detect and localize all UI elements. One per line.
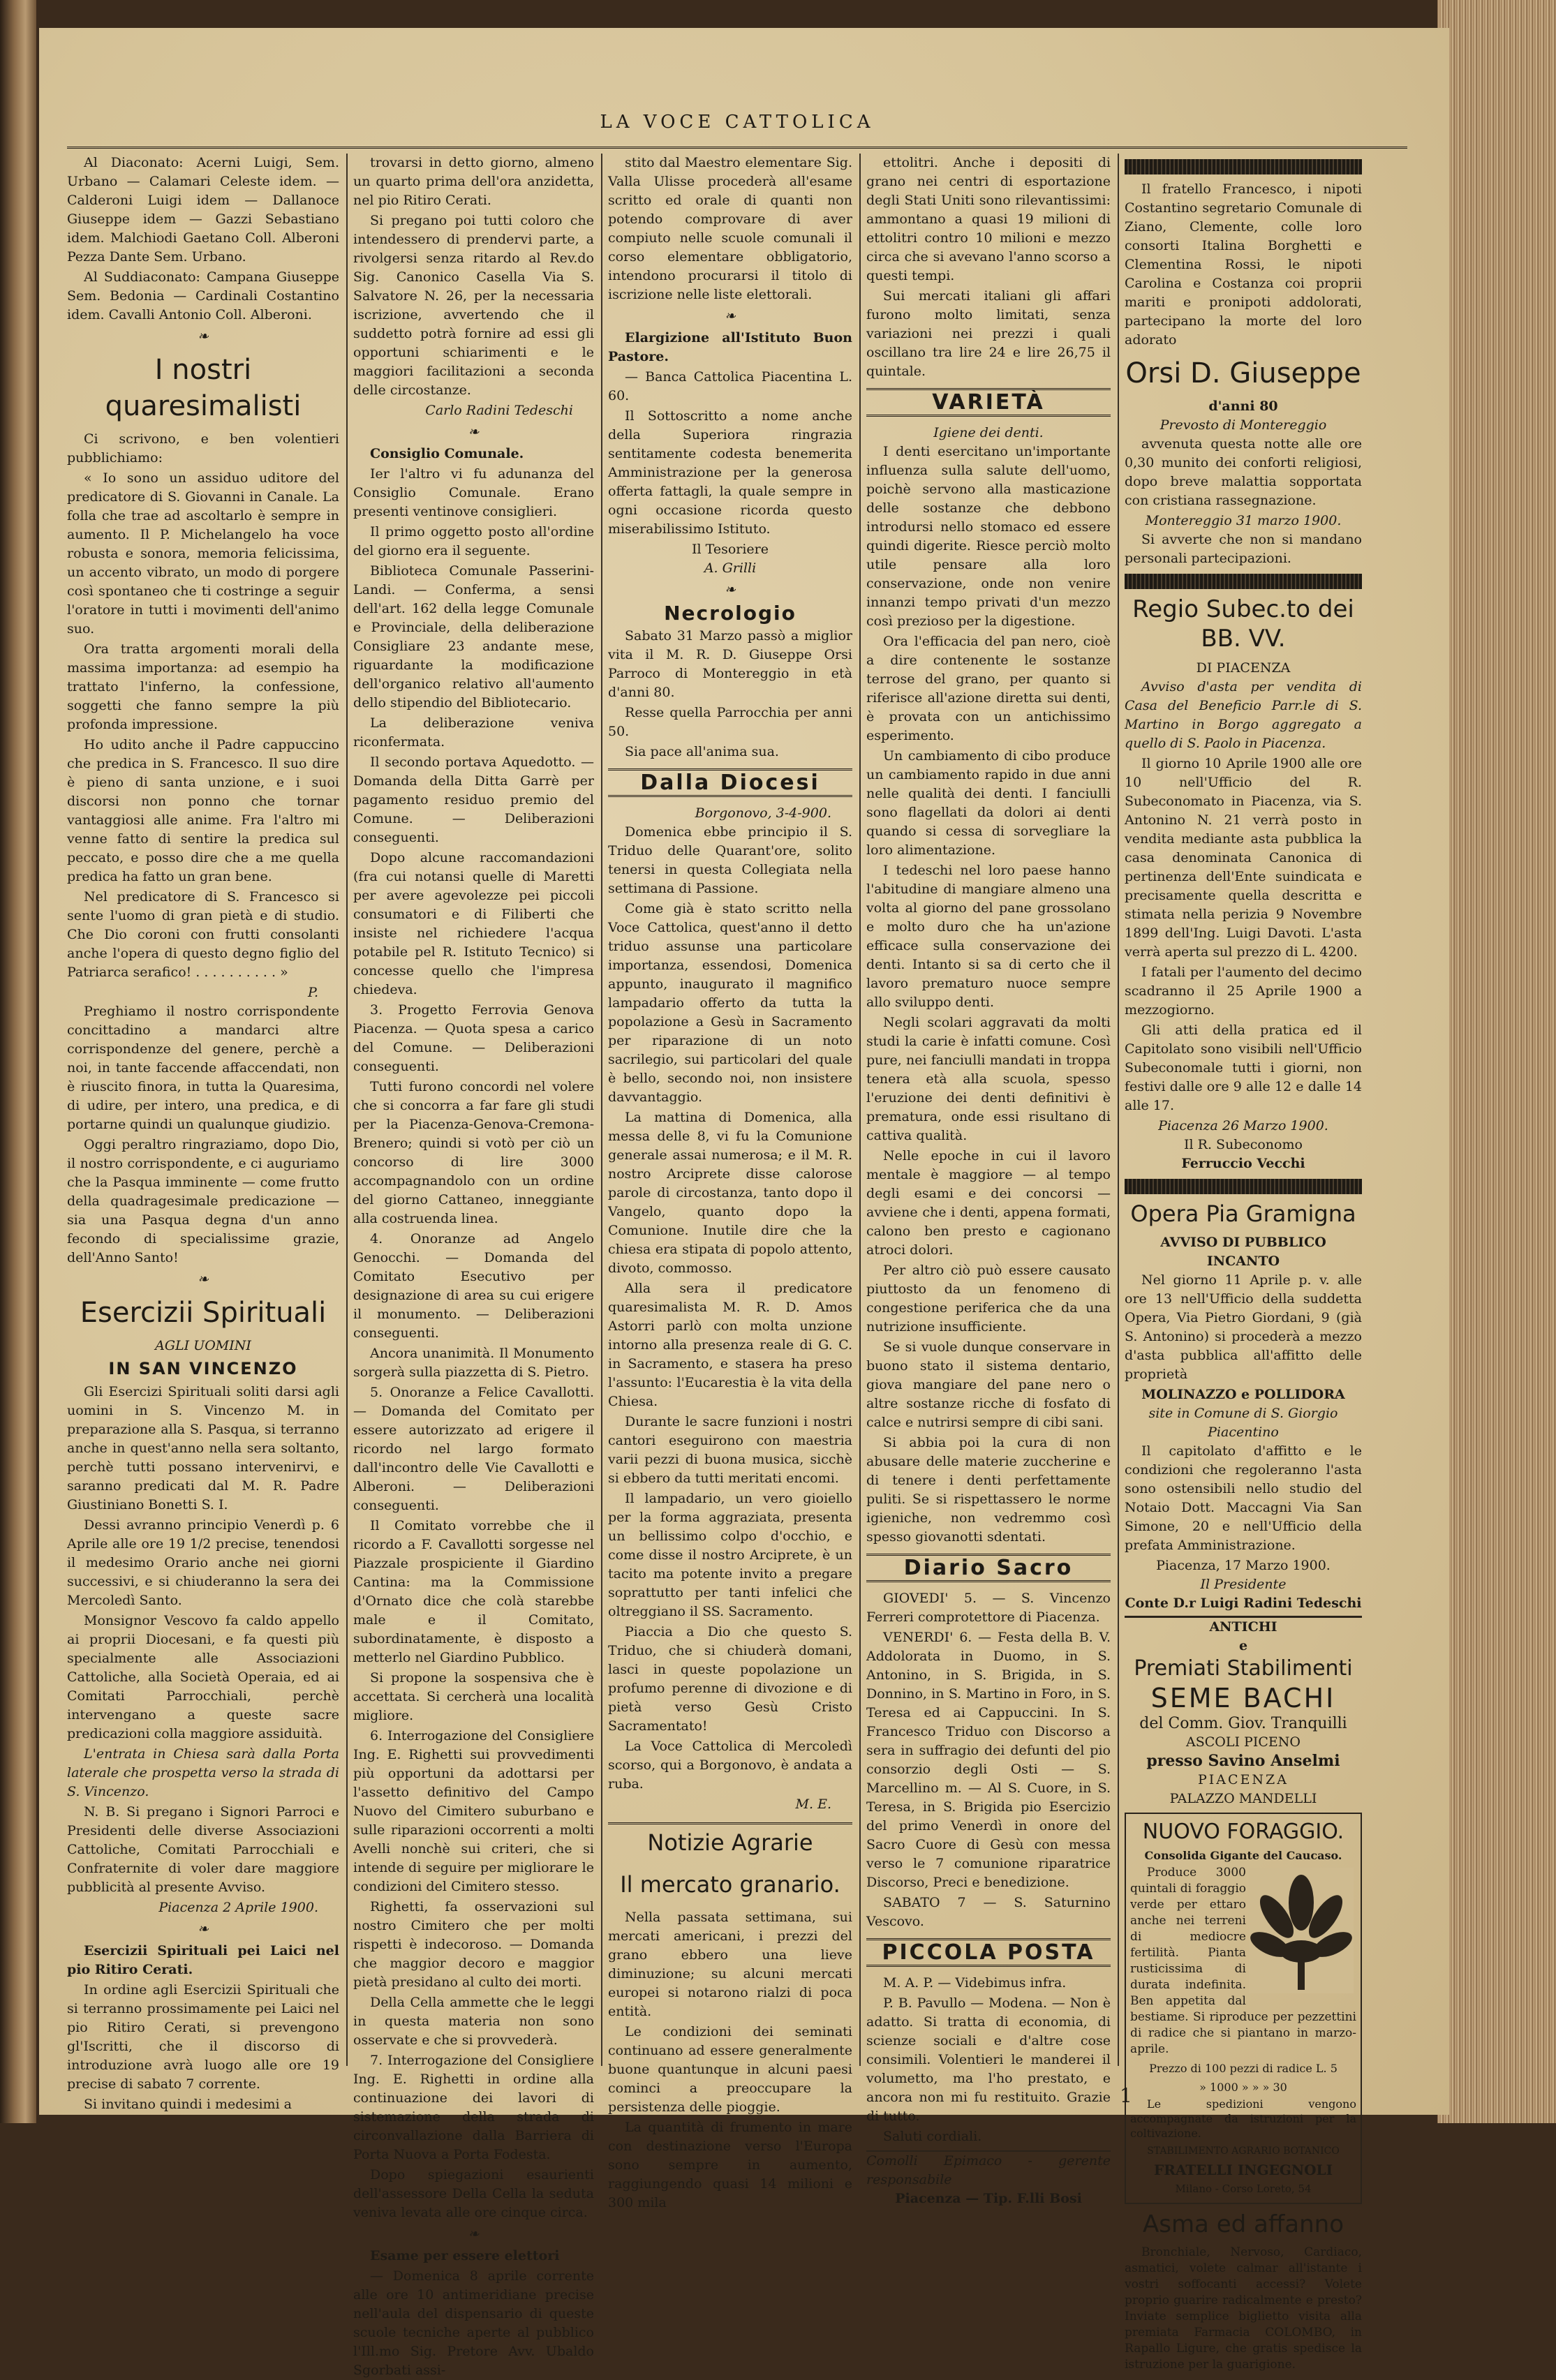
paragraph: La Voce Cattolica di Mercoledì scorso, qui a Borgonovo, è andata a ruba. <box>608 1739 852 1792</box>
ad-line: PALAZZO MANDELLI <box>1169 1791 1317 1806</box>
signature: Ferruccio Vecchi <box>1181 1156 1305 1171</box>
paragraph: Bronchiale, Nervoso, Cardiaco, asmatici, volete calmar all'istante i vostri soffocanti accessi? Volete proprio guarire radicalmente e presto? Inviate semplice biglietto visita alla premiata Farmacia COLOMBO, in Rapallo Ligure, che gratis spedisce la istruzione per la guarigione. <box>1125 2245 1362 2372</box>
ad-line: presso Savino Anselmi <box>1146 1752 1340 1770</box>
paragraph: VENERDI' 6. — Festa della B. V. Addolorata in Duomo, in S. Antonino, in S. Brigida, in S. Donnino, in S. Martino in Foro, in S. Teresa ed ai Cappuccini. In S. Francesco Triduo con Discorso a sera in suffragio dei defunti del pio consorzio degli Osti — S. Marcellino m. — Al S. Cuore, in S. Teresa, in S. Brigida pio Esercizio del primo Venerdì in onore del Sacro Cuore di Gesù con messa verso le 7 comunione riparatrice Discorso, Preci e benedizione. <box>866 1630 1111 1890</box>
subheading: Igiene dei denti. <box>933 425 1044 440</box>
paragraph: Piaccia a Dio che questo S. Triduo, che si chiuderà domani, lasci in queste popolazione un profumo perenne di divozione e di pietà verso Gesù Cristo Sacramentato! <box>608 1624 852 1734</box>
suddiaconato-list: Al Suddiaconato: Campana Giuseppe Sem. Bedonia — Cardinali Costantino idem. Cavalli Antonio Coll. Alberoni. <box>67 269 339 322</box>
property-site: site in Comune di S. Giorgio Piacentino <box>1148 1406 1338 1440</box>
signature-title: Il Tesoriere <box>692 542 769 557</box>
paragraph: ettolitri. Anche i depositi di grano nei centri di esportazione degli Stati Uniti sono rilevantissimi: ammontano a quasi 19 milioni di ettolitri contro 10 milioni e mezzo circa che si avevano l'anno scorso a questi tempi. <box>866 155 1111 283</box>
paragraph: L'entrata in Chiesa sarà dalla Porta laterale che prospetta verso la strada di S. Vincenzo. <box>67 1746 339 1799</box>
paragraph: Avviso d'asta per vendita di Casa del Beneficio Parr.le di S. Martino in Borgo aggregato a quello di S. Paolo in Piacenza. <box>1125 679 1362 751</box>
paragraph: Ier l'altro vi fu adunanza del Consiglio Comunale. Erano presenti ventinove consiglieri. <box>353 466 594 519</box>
paragraph: Il capitolato d'affitto e le condizioni che regoleranno l'asta sono ostensibili nello studio del Notaio Dott. Maccagni Via San Simone, 20 e nell'Ufficio della prefata Amministrazione. <box>1125 1443 1362 1553</box>
subheading: DI PIACENZA <box>1196 660 1291 676</box>
paragraph: Il primo oggetto posto all'ordine del giorno era il seguente. <box>353 524 594 558</box>
price-line: Prezzo di 100 pezzi di radice L. 5 <box>1149 2062 1338 2075</box>
paragraph: Si avverte che non si mandano personali partecipazioni. <box>1125 532 1362 566</box>
paragraph: — Domenica 8 aprile corrente alle ore 10 antimeridiane precise nell'aula del dispensario di queste scuole tecniche aperte al pubblico l'Ill.mo Sig. Pretore Avv. Ubaldo Sgorbati assi- <box>353 2268 594 2378</box>
paragraph: Sui mercati italiani gli affari furono molto limitati, senza variazioni nei prezzi i quali oscillano tra lire 24 e lire 26,75 il quintale. <box>866 288 1111 379</box>
signature: A. Grilli <box>704 560 757 576</box>
address: Milano - Corso Loreto, 54 <box>1175 2182 1312 2195</box>
headline-notizie-agrarie: Notizie Agrarie <box>608 1822 852 1861</box>
paragraph: 7. Interrogazione del Consigliere Ing. E. Righetti in ordine alla continuazione dei lavori di sistemazione della strada di circonvallazione dalla Barriera di Porta Nuova a Porta Fodesta. <box>353 2053 594 2162</box>
paragraph: GIOVEDI' 5. — S. Vincenzo Ferreri comprotettore di Piacenza. <box>866 1591 1111 1625</box>
book-binding-left <box>0 0 36 2123</box>
column-3 <box>608 154 852 2210</box>
ad-conjunction: e <box>1238 1638 1248 1653</box>
paragraph: Nelle epoche in cui il lavoro mentale è maggiore — al tempo degli esami e dei concorsi — avviene che i denti, appena formati, calono ben presto e cagionano atroci dolori. <box>866 1148 1111 1258</box>
paragraph: Oggi peraltro ringraziamo, dopo Dio, il nostro corrispondente, e ci auguriamo che la Pasqua imminente — come frutto della quadragesimale predicazione — sia una Pasqua degna d'un anno fecondo di specialissime grazie, dell'Anno Santo! <box>67 1137 339 1265</box>
paragraph: 6. Interrogazione del Consigliere Ing. E. Righetti sui provvedimenti più opportuni da adottarsi per l'assetto definitivo del Campo Nuovo del Cimitero suburbano e sulle riparazioni occorrenti a molti Avelli nonchè sui criteri, che si intende di seguire per migliorare le condizioni del Cimitero stesso. <box>353 1728 594 1894</box>
paragraph: Dessi avranno principio Venerdì p. 6 Aprile alle ore 19 1/2 precise, tenendosi il medesimo Orario anche nei giorni successivi, e si chiuderanno la sera dei Mercoledì Santo. <box>67 1517 339 1608</box>
company-name: FRATELLI INGEGNOLI <box>1154 2162 1333 2178</box>
subheading: Consolida Gigante del Caucaso. <box>1144 1849 1342 1862</box>
paragraph: Ancora unanimità. Il Monumento sorgerà sulla piazzetta di S. Pietro. <box>353 1346 594 1380</box>
paragraph: N. B. Si pregano i Signori Parroci e Presidenti delle diverse Associazioni Cattoliche, Comitati Parrocchiali e Confraternite di voler dare maggiore pubblicità al presente Avviso. <box>67 1804 339 1895</box>
paragraph: Sia pace all'anima sua. <box>625 744 779 759</box>
paragraph: 4. Onoranze ad Angelo Genocchi. — Domanda del Comitato Esecutivo per designazione di area su cui erigere il monumento. — Deliberazioni conseguenti. <box>353 1231 594 1341</box>
paragraph: Monsignor Vescovo fa caldo appello ai proprii Diocesani, e fa questi più specialmente alle Associazioni Cattoliche, alla Società Operaia, ed ai Comitati Parrocchiali, perchè intervengano a queste sacre predicazioni colla maggiore assiduità. <box>67 1613 339 1741</box>
obituary-role: Prevosto di Montereggio <box>1159 417 1327 433</box>
headline-foraggio: NUOVO FORAGGIO. <box>1142 1820 1344 1844</box>
price-line: » 1000 » » » 30 <box>1199 2081 1287 2094</box>
paragraph: La quantità di frumento in mare con destinazione verso l'Europa sono sempre in aumento, raggiungendo quasi 14 milioni e 300 mila <box>608 2120 852 2210</box>
headline-laici: Esercizii Spirituali pei Laici nel pio Ritiro Cerati. <box>67 1943 339 1977</box>
paragraph: La mattina di Domenica, alla messa delle 8, vi fu la Comunione generale assai numerosa; e il M. R. nostro Arciprete disse calorose parole di circostanza, tanto dopo il Vangelo, quanto dopo la Comunione. Inutile dire che la chiesa era stipata di popolo attento, divoto, commosso. <box>608 1110 852 1276</box>
paragraph: trovarsi in detto giorno, almeno un quarto prima dell'ora anzidetta, nel pio Ritiro Cerati. <box>353 155 594 208</box>
paragraph: 5. Onoranze a Felice Cavallotti. — Domanda del Comitato per essere autorizzato ad erigere il ricordo nel largo formato dall'incontro delle Vie Cavallotti e Alberoni. — Deliberazioni conseguenti. <box>353 1385 594 1513</box>
paragraph: stito dal Maestro elementare Sig. Valla Ulisse procederà all'esame scritto ed orale di quanti non potendo comprovare di aver compiuto nelle scuole comunali il corso elementare obbligatorio, intendono procurarsi il titolo di iscrizione nelle liste elettorali. <box>608 155 852 302</box>
subheading: AVVISO DI PUBBLICO INCANTO <box>1160 1235 1326 1269</box>
paragraph: Per altro ciò può essere causato piuttosto da un fenomeno di congestione periferica che da una nutrizione insufficiente. <box>866 1263 1111 1334</box>
paragraph: P. B. Pavullo — Modena. — Non è adatto. Si tratta di economia, di scienze sociali e d'altre cose consimili. Volentieri le manderei il volumetto, ma l'ho prestato, e ancora non mi fu restituito. Grazie di tutto. <box>866 1995 1111 2124</box>
book-page-edges-right <box>1437 0 1556 2123</box>
paragraph: Dopo spiegazioni esaurienti dell'assessore Della Cella la seduta veniva levata alle ore cinque circa. <box>353 2167 594 2220</box>
paragraph: Ci scrivono, e ben volentieri pubblichiamo: <box>67 431 339 466</box>
separator-ornament: ❧ <box>725 308 736 324</box>
signature: P. <box>308 985 318 1000</box>
paragraph: Il Sottoscritto a nome anche della Superiora ringrazia sentitamente codesta benemerita Amministrazione per la generosa offerta fattagli, la quale sempre in ogni occasione ricorda questo miserabilissimo Istituto. <box>608 408 852 537</box>
paragraph: In ordine agli Esercizii Spirituali che si terranno prossimamente pei Laici nel pio Ritiro Cerati, si prevengono gl'Iscritti, che il discorso di introduzione avrà luogo alle ore 19 precise di sabato 7 corrente. <box>67 1982 339 2092</box>
paragraph: 3. Progetto Ferrovia Genova Piacenza. — Quota spesa a carico del Comune. — Deliberazioni conseguenti. <box>353 1002 594 1074</box>
paragraph: Durante le sacre funzioni i nostri cantori eseguirono con maestria varii pezzi di buona musica, sicchè si ebbero da tutti meritati encomi. <box>608 1414 852 1486</box>
separator-ornament: ❧ <box>198 329 209 344</box>
plant-illustration-icon <box>1249 1868 1354 1993</box>
separator-ornament: ❧ <box>468 2226 480 2242</box>
paragraph: Biblioteca Comunale Passerini-Landi. — Conferma, a sensi dell'art. 162 della legge Comunale e Provinciale, della deliberazione Consigliare 23 andante mese, riguardante la modificazione dell'organico relativo all'aumento dello stipendio del Bibliotecario. <box>353 563 594 711</box>
headline-esame: Esame per essere elettori <box>370 2248 560 2263</box>
headline-diario-sacro: Diario Sacro <box>866 1554 1111 1582</box>
ad-line: ASCOLI PICENO <box>1186 1734 1301 1750</box>
dateline: Borgonovo, 3-4-900. <box>695 805 831 821</box>
divider-bar <box>1125 159 1362 174</box>
column-2 <box>353 154 594 2378</box>
paragraph: Si propone la sospensiva che è accettata. Si cercherà una località migliore. <box>353 1670 594 1723</box>
diaconato-list: Al Diaconato: Acerni Luigi, Sem. Urbano — Calamari Celeste idem. — Calderoni Luigi idem — Dallanoce Giuseppe idem — Gazzi Sebastiano idem. Malchiodi Gaetano Coll. Alberoni Pezza Dante Sem. Urbano. <box>67 155 339 265</box>
column-rule <box>859 154 861 2066</box>
paragraph: Si invitano quindi i medesimi a <box>84 2097 292 2112</box>
paragraph: « Io sono un assiduo uditore del predicatore di S. Giovanni in Canale. La folla che trae ad ascoltarlo è sempre in aumento. Il P. Michelangelo ha voce robusta e sonora, memoria felicissima, un accento vibrato, un modo di porgere così spontaneo che ti costringe a seguir l'oratore in tutti i movimenti dell'animo suo. <box>67 470 339 637</box>
headline-mercato: Il mercato granario. <box>620 1871 840 1898</box>
paragraph: Resse quella Parrocchia per anni 50. <box>608 705 852 739</box>
separator-ornament: ❧ <box>198 1921 209 1937</box>
paragraph: La deliberazione veniva riconfermata. <box>353 715 594 750</box>
dateline: Piacenza 2 Aprile 1900. <box>158 1900 318 1915</box>
paragraph: Negli scolari aggravati da molti studi la carie è infatti comune. Così pure, nei fanciulli mandati in troppa tenera età alla scuola, spesso l'eruzione dei denti definitivi è prematura, onde essi risultano di cattiva qualità. <box>866 1015 1111 1143</box>
paragraph: avvenuta questa notte alle ore 0,30 munito dei conforti religiosi, dopo breve malattia sopportata con cristiana rassegnazione. <box>1125 436 1362 508</box>
dateline: Piacenza 26 Marzo 1900. <box>1158 1118 1328 1133</box>
paragraph: Alla sera il predicatore quaresimalista M. R. D. Amos Astorri parlò con molta unzione intorno alla presenza reale di G. C. in Sacramento, e stasera ha preso l'assunto: l'Eucarestia è la vita della Chiesa. <box>608 1281 852 1409</box>
signature: M. E. <box>795 1797 831 1812</box>
separator-ornament: ❧ <box>198 1272 209 1287</box>
ad-seme-bachi: SEME BACHI <box>1150 1683 1336 1713</box>
subheading: AGLI UOMINI <box>155 1338 251 1353</box>
paragraph: Il secondo portava Aquedotto. — Domanda della Ditta Garrè per pagamento residuo premio del Comune. — Deliberazioni conseguenti. <box>353 754 594 845</box>
headline-consiglio: Consiglio Comunale. <box>370 446 524 461</box>
paragraph: Gli atti della pratica ed il Capitolato sono visibili nell'Ufficio Subeconomale tutti i giorni, non festivi dalle ore 9 alle 12 e dalle 14 alle 17. <box>1125 1022 1362 1113</box>
gerente-line: Comolli Epimaco - gerente responsabile <box>866 2150 1111 2189</box>
paragraph: Domenica ebbe principio il S. Triduo delle Quarant'ore, solito tenersi in questa Collegiata nella settimana di Passione. <box>608 824 852 896</box>
paragraph: Dopo alcune raccomandazioni (fra cui notansi quelle di Maretti per avere agevolezze pei piccoli consumatori e di Filiberti che insiste nel richiedere l'acqua potabile pel R. Istituto Tecnico) si concesse quello che l'impresa chiedeva. <box>353 850 594 997</box>
paragraph: Come già è stato scritto nella Voce Cattolica, quest'anno il detto triduo assunse una particolare importanza, essendosi, Domenica appunto, inaugurato il magnifico lampadario offerto da tutta la popolazione a Gesù in Sacramento per riparazione di un noto sacrilegio, sui particolari del quale è bello, secondo noi, non insistere davvantaggio. <box>608 901 852 1105</box>
headline-asma: Asma ed affanno <box>1142 2210 1344 2238</box>
signature: Carlo Radini Tedeschi <box>425 403 573 418</box>
paragraph: Nella passata settimana, sui mercati americani, i prezzi del grano ebbero una lieve diminuzione; su alcuni mercati europei si notarono rialzi di poca entità. <box>608 1910 852 2019</box>
paragraph: Sabato 31 Marzo passò a miglior vita il M. R. D. Giuseppe Orsi Parroco di Montereggio in età d'anni 80. <box>608 628 852 700</box>
paragraph: Si abbia poi la cura di non abusare delle materie zuccherine e di tenere i denti perfettamente puliti. Se si rispettassero le norme igieniche, non vedremmo così spesso giovanotti sdentati. <box>866 1435 1111 1545</box>
headline-elargizione: Elargizione all'Istituto Buon Pastore. <box>608 330 852 364</box>
column-5-advertisements <box>1125 154 1362 2372</box>
headline-opera-pia: Opera Pia Gramigna <box>1130 1200 1356 1227</box>
ad-antichi: ANTICHI <box>1125 1616 1362 1637</box>
signature: Conte D.r Luigi Radini Tedeschi <box>1125 1596 1362 1611</box>
ad-line: PIACENZA <box>1198 1772 1289 1787</box>
obituary-name: Orsi D. Giuseppe <box>1125 357 1361 389</box>
divider-bar <box>1125 1179 1362 1194</box>
subheading: IN SAN VINCENZO <box>108 1359 298 1378</box>
paragraph: Preghiamo il nostro corrispondente concittadino a mandarci altre corrispondenze del genere, perchè a noi, in tante faccende affaccendati, non è riuscito finora, in tutta la Quaresima, di udire, per intero, una predica, e di portarne quindi un qualunque giudizio. <box>67 1004 339 1132</box>
headline-varieta: VARIETÀ <box>866 388 1111 417</box>
headline-diocesi: Dalla Diocesi <box>608 768 852 797</box>
signature-title: Il R. Subeconomo <box>1184 1137 1303 1152</box>
paragraph: Le spedizioni vengono accompagnate da istruzioni per la coltivazione. <box>1130 2097 1356 2140</box>
headline-regio: Regio Subec.to dei BB. VV. <box>1132 595 1354 653</box>
ad-line: del Comm. Giov. Tranquilli <box>1139 1715 1347 1732</box>
paragraph: Produce 3000 quintali di foraggio verde per ettaro anche nei terreni di mediocre fertilità. Pianta rusticissima di durata indefinita. Ben appetita dal bestiame. Si riproduce per pezzettini di radice che si piantano in marzo-aprile. <box>1130 1866 1356 2056</box>
masthead: LA VOCE CATTOLICA <box>67 112 1407 149</box>
paragraph: I fatali per l'aumento del decimo scadranno il 25 Aprile 1900 a mezzogiorno. <box>1125 965 1362 1018</box>
column-rule <box>601 154 602 2066</box>
headline-esercizii: Esercizii Spirituali <box>80 1297 327 1329</box>
printer-line: Piacenza — Tip. F.lli Bosi <box>895 2191 1082 2206</box>
dateline: Piacenza, 17 Marzo 1900. <box>1156 1558 1331 1573</box>
paragraph: Se si vuole dunque conservare in buono stato il sistema dentario, giova mangiare del pane nero o altre sostanze ricche di fosfato di calce e nutrirsi sempre di cibi sani. <box>866 1339 1111 1430</box>
obituary-age: d'anni 80 <box>1208 399 1278 414</box>
paragraph: I tedeschi nel loro paese hanno l'abitudine di mangiare almeno una volta al giorno del pane grossolano e molto duro che ha un'azione efficace sulla conservazione dei denti. Intanto si sa di certo che il lavoro prematuro nuoce sempre allo sviluppo denti. <box>866 863 1111 1010</box>
paragraph: Della Cella ammette che le leggi in questa materia non sono osservate e che si provvederà. <box>353 1995 594 2048</box>
paragraph: SABATO 7 — S. Saturnino Vescovo. <box>866 1895 1111 1929</box>
signature-title: Il Presidente <box>1200 1577 1287 1592</box>
paragraph: Le condizioni dei seminati continuano ad essere generalmente buone quantunque in alcuni paesi cominci a preoccupare la persistenza delle pioggie. <box>608 2024 852 2115</box>
paragraph: I denti esercitano un'importante influenza sulla salute dell'uomo, poichè servono alla masticazione delle sostanze che debbono introdursi nello stomaco ed essere quindi digerite. Riesce perciò molto utile pensare alla loro conservazione, onde non venire innanzi tempo privati d'un mezzo così prezioso per la digestione. <box>866 444 1111 629</box>
column-1 <box>67 154 339 2112</box>
establishment: STABILIMENTO AGRARIO BOTANICO <box>1147 2145 1340 2157</box>
paragraph: Il Comitato vorrebbe che il ricordo a F. Cavallotti sorgesse nel Piazzale prospiciente il Giardino Cantina: ma la Commissione d'Ornato dice che colà starebbe male e il Comitato, subordinatamente, è disposto a metterlo nel Giardino Pubblico. <box>353 1518 594 1665</box>
paragraph: Un cambiamento di cibo produce un cambiamento rapido in due anni nelle qualità dei denti. I fanciulli sono flagellati da dolori ai denti quando si cessa di sorvegliare la loro alimentazione. <box>866 748 1111 858</box>
paragraph: Righetti, fa osservazioni sul nostro Cimitero che per molti rispetti è indecoroso. — Domanda che maggior decoro e maggior pietà presidano al culto dei morti. <box>353 1899 594 1990</box>
paragraph: M. A. P. — Videbimus infra. <box>883 1975 1067 1991</box>
column-rule <box>1118 154 1119 2066</box>
separator-ornament: ❧ <box>725 582 736 597</box>
paragraph: — Banca Cattolica Piacentina L. 60. <box>608 369 852 403</box>
paragraph: Si pregano poi tutti coloro che intendessero di prendervi parte, a rivolgersi senza ritardo al Rev.do Sig. Canonico Casella Via S. Salvatore N. 26, per la necessaria iscrizione, avvertendo che il suddetto potrà fornire ad essi gli opportuni schiarimenti e le maggiori facilitazioni a seconda delle circostanze. <box>353 213 594 398</box>
paragraph: Ho udito anche il Padre cappuccino che predica in S. Francesco. Il suo dire è pieno di santa unzione, e i suoi discorsi non ponno che tornar vantaggiosi alle anime. Fra l'altro mi venne fatto di sentire la predica sul peccato, e posso dire che a me quella predica ha fatto un gran bene. <box>67 737 339 884</box>
paragraph: Ora l'efficacia del pan nero, cioè a dire contenente le sostanze terrose del grano, per quanto si riferisce all'azione diretta sui denti, è provata con un antichissimo esperimento. <box>866 634 1111 743</box>
property-names: MOLINAZZO e POLLIDORA <box>1141 1387 1345 1402</box>
paragraph: Il lampadario, un vero gioiello per la forma aggraziata, presenta un bellissimo colpo d'occhio, e come disse il nostro Arciprete, è un tacito ma potente invito a pregare soprattutto per tanti infelici che oltreggiano il SS. Sacramento. <box>608 1491 852 1619</box>
paragraph: Il giorno 10 Aprile 1900 alle ore 10 nell'Ufficio del R. Subeconomato in Piacenza, via S. Antonino N. 21 verrà posto in vendita mediante asta pubblica la casa denominata Canonica di pertinenza dell'Ente suindicata e precisamente quella descritta e stimata nella perizia 9 Novembre 1899 dell'Ing. Luigi Davoti. L'asta verrà aperta sul prezzo di L. 4200. <box>1125 756 1362 960</box>
column-rule <box>346 154 348 2066</box>
ad-foraggio <box>1125 1813 1362 2204</box>
paragraph: Nel predicatore di S. Francesco si sente l'uomo di gran pietà e di studio. Che Dio coroni con frutti consolanti anche l'opera di questo degno figlio del Patriarca serafico! . . . . . . . . . . » <box>67 889 339 980</box>
paragraph: Nel giorno 11 Aprile p. v. alle ore 13 nell'Ufficio della suddetta Opera, Via Pietro Giordani, 9 (già S. Antonino) si procederà a mezzo d'asta pubblica all'affitto delle proprietà <box>1125 1272 1362 1382</box>
divider-bar <box>1125 574 1362 589</box>
newspaper-page <box>39 28 1449 2378</box>
paragraph: Saluti cordiali. <box>883 2129 982 2144</box>
headline-necrologio: Necrologio <box>664 602 796 625</box>
dateline: Montereggio 31 marzo 1900. <box>1145 513 1342 528</box>
column-4 <box>866 154 1111 2206</box>
paragraph: Gli Esercizi Spirituali soliti darsi agli uomini in S. Vincenzo M. in preparazione alla S. Pasqua, si terranno anche in quest'anno nella sera soltanto, perchè tutti possano intervenirvi, e saranno predicati dal M. R. Padre Giustiniano Bonetti S. I. <box>67 1384 339 1512</box>
paragraph: Il fratello Francesco, i nipoti Costantino segretario Comunale di Ziano, Clemente, colle loro consorti Italina Borghetti e Clementina Rossi, le nipoti Carolina e Costanza coi proprii mariti e pronipoti addolorati, partecipano la morte del loro adorato <box>1125 181 1362 348</box>
paragraph: Tutti furono concordi nel volere che si concorra a far fare gli studi per la Piacenza-Genova-Cremona-Brenero; quindi si votò per ciò un concorso di lire 3000 accompagnandolo con un ordine del giorno Cattaneo, inneggiante alla costruenda linea. <box>353 1079 594 1226</box>
headline-piccola-posta: PICCOLA POSTA <box>866 1938 1111 1967</box>
page-number: 1 <box>1120 2084 1132 2107</box>
ad-line: Premiati Stabilimenti <box>1134 1656 1353 1681</box>
headline-quaresimalisti: I nostri quaresimalisti <box>105 354 302 422</box>
paragraph: Ora tratta argomenti morali della massima importanza: ad esempio ha trattato l'inferno, la confessione, soggetti che fanno sempre la più profonda impressione. <box>67 641 339 732</box>
separator-ornament: ❧ <box>468 424 480 440</box>
